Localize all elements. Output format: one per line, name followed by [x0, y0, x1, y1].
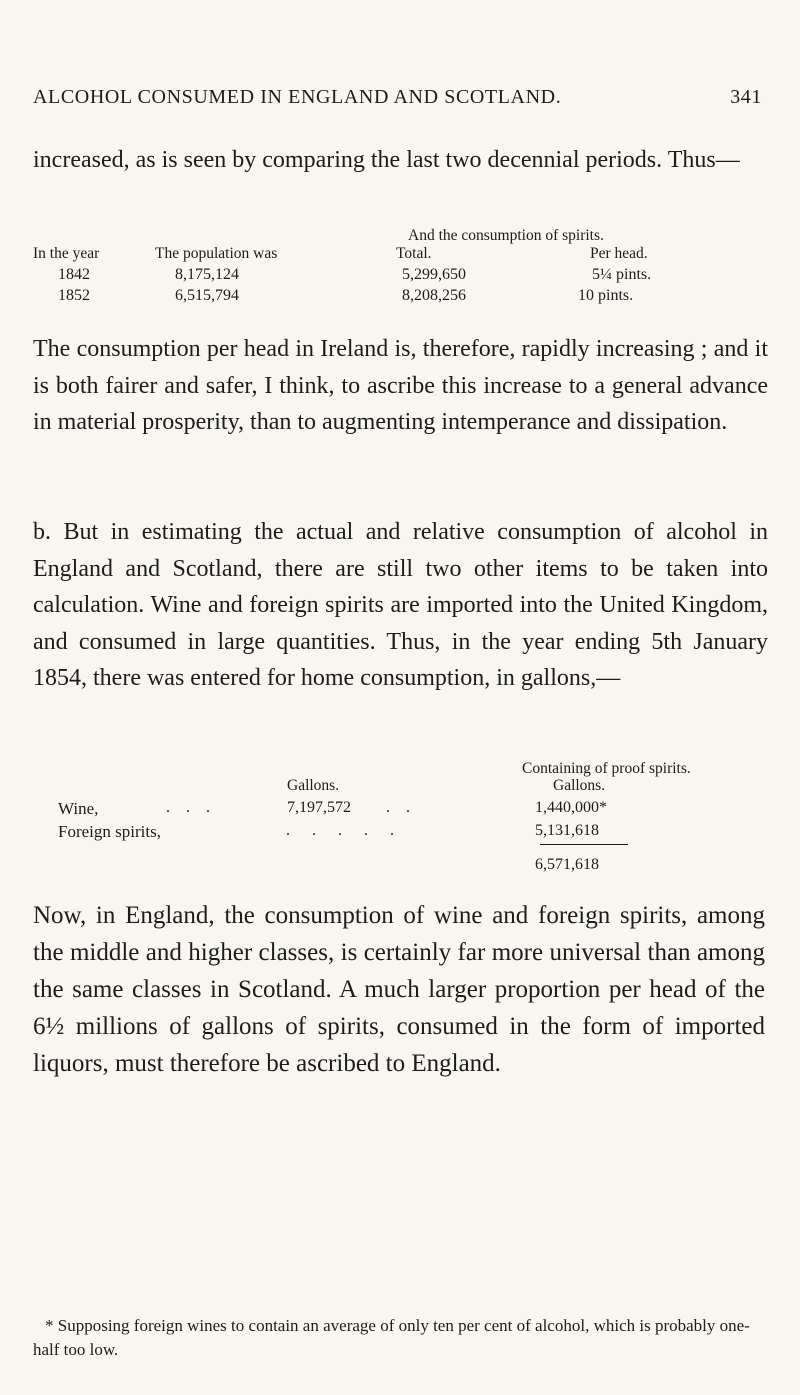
table2-col-proof-bottom: Gallons. — [553, 777, 606, 794]
table1-row2-total: 8,208,256 — [402, 287, 466, 304]
table1-row2-population: 6,515,794 — [175, 287, 239, 304]
paragraph-england: Now, in England, the consumption of wine and foreign spirits, among the middle and higher classes, is certainly far more universal than among the same classes in Scotland. A much larger proportion per head of the 6½ millions of gallons of spirits, consumed in the form of imported liquors, must therefore be ascribed to England. — [33, 902, 765, 1077]
table2-row-wine-leader-2: . . — [386, 799, 416, 816]
paragraph-ireland: The consumption per head in Ireland is, therefore, rapidly increasing ; and it is both fairer and safer, I think, to ascribe this increase to a general advance in material prosperity, than to augmenting intemperance and dissipation. — [33, 336, 768, 436]
table1-col-population: The population was — [155, 245, 278, 262]
table2-row-spirits-proof: 5,131,618 — [535, 822, 599, 839]
table2-row-spirits-label: Foreign spirits, — [58, 822, 161, 841]
sum-rule — [540, 844, 628, 845]
table1-row2-year: 1852 — [58, 287, 90, 304]
table1-row2-per-head: 10 pints. — [578, 287, 634, 304]
table2-row-wine-leader: . . . — [166, 799, 216, 816]
page-number: 341 — [730, 86, 762, 108]
running-title: ALCOHOL CONSUMED IN ENGLAND AND SCOTLAND. — [33, 86, 562, 108]
table1-row1-population: 8,175,124 — [175, 266, 239, 283]
paragraph-imports: b. But in estimating the actual and relative consumption of alcohol in England and Scotland, there are still two other items to be taken into calculation. Wine and foreign spirits are imported into the United Kingdom, and consumed in large quantities. Thus, in the year ending 5th January 1854, there was entered for home consumption, in gallons,— — [33, 519, 768, 692]
table2-row-wine-proof: 1,440,000* — [535, 799, 607, 816]
footnote: * Supposing foreign wines to contain an average of only ten per cent of alcohol, which is probably one-half too low. — [33, 1316, 750, 1359]
table1-row1-year: 1842 — [58, 266, 90, 283]
paragraph-intro: increased, as is seen by comparing the last two decennial periods. Thus— — [33, 147, 740, 173]
table1-row1-total: 5,299,650 — [402, 266, 466, 283]
table2-row-wine-label: Wine, — [58, 799, 99, 818]
running-header — [33, 86, 762, 109]
table2-row-wine-gallons: 7,197,572 — [287, 799, 351, 816]
table1-super-header: And the consumption of spirits. — [408, 227, 604, 244]
table1-col-year: In the year — [33, 245, 100, 262]
table2-total: 6,571,618 — [535, 856, 599, 873]
table2-col-gallons: Gallons. — [287, 777, 340, 794]
table1-col-per-head: Per head. — [590, 245, 648, 262]
table1-row1-per-head: 5¼ pints. — [592, 266, 652, 283]
table2-col-proof-top: Containing of proof spirits. — [522, 760, 691, 777]
table1-col-total: Total. — [396, 245, 432, 262]
table2-row-spirits-leader: . . . . . — [286, 822, 403, 839]
